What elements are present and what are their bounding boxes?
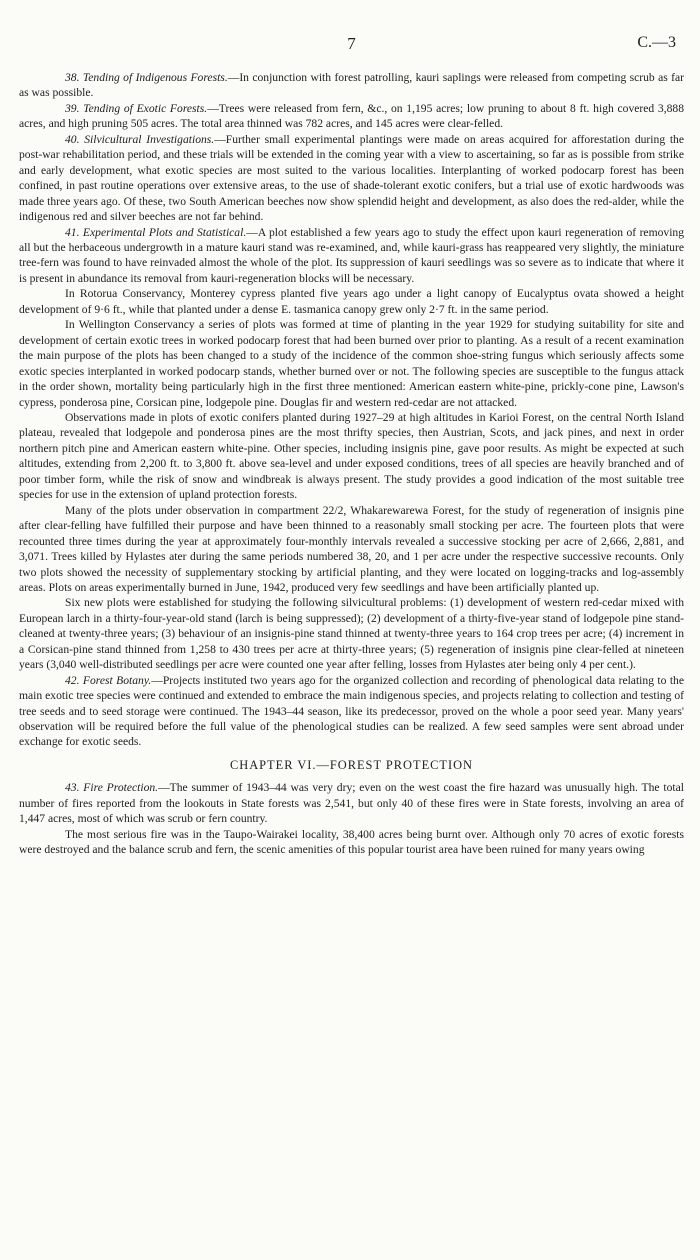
paragraph-text: In Wellington Conservancy a series of plots was formed at time of planting in the year 1929 for studying suitability for site and development of certain exotic trees in worked podocarp forest that had been burned over prior to planting. As a result of a recent examination the main purpose of the plots has been changed to a study of the incidence of the common shoe-string fungus which seriously affects some exotic species interplanted in worked podocarp stands, whether burned over or not. The following species are susceptible to the fungus attack in the order shown, mortality being particularly high in the first three mentioned: American eastern white-pine, prickly-cone pine, Lawson's cypress, ponderosa pine, Corsican pine, lodgepole pine. Douglas fir and western red-cedar are not attacked. — [19, 318, 684, 409]
paragraph-text: Six new plots were established for studying the following silvicultural problems: (1) development of western red-cedar mixed with European larch in a thirty-four-year-old stand (larch is being suppressed); (2) development of a thirty-five-year stand of lodgepole pine stand-cleaned at twenty-three years; (3) behaviour of an insignis-pine stand thinned at twenty-three years to 164 crop trees per acre; (4) increment in a Corsican-pine stand thinned from 1,258 to 430 trees per acre at thirty-three years; (5) regeneration of insignis pine clear-felled at nineteen years (3,040 well-distributed seedlings per acre were counted one year after felling, losses from Hylastes ater being only 4 per cent.). — [19, 596, 684, 672]
page-header — [19, 34, 684, 64]
paragraph-taupo — [19, 827, 684, 858]
paragraph-heading: 41. Experimental Plots and Statistical. — [65, 225, 247, 239]
paragraph-text: —In conjunction with forest patrolling, kauri saplings were released from competing scrub as far as was possible. — [19, 71, 684, 100]
chapter-heading: CHAPTER VI.—FOREST PROTECTION — [230, 757, 473, 772]
paragraph-heading: 40. Silvicultural Investigations. — [65, 132, 215, 146]
paragraph-43 — [19, 780, 684, 826]
paragraph-40 — [19, 132, 684, 225]
paragraph-text: —Projects instituted two years ago for the organized collection and recording of phenological data relating to the main exotic tree species were continued and extended to embrace the main indigenous species, and projects relating to collection and testing of tree seeds and to seed storage were continued. The 1943–44 season, like its predecessor, proved on the whole a poor seed year. Many years' observation will be required before the full value of the phenological studies can be realized. A few seed samples were sent abroad under exchange for exotic seeds. — [19, 673, 684, 749]
paragraph-rotorua — [19, 286, 684, 317]
paragraph-karioi — [19, 410, 684, 503]
page-number: 7 — [347, 34, 356, 53]
paragraph-text: —The summer of 1943–44 was very dry; even on the west coast the fire hazard was unusually high. The total number of fires reported from the lookouts in State forests was 2,541, but only 40 of these fires were in State forests, involving an area of 1,447 acres, most of which was scrub or fern country. — [19, 781, 684, 826]
paragraph-text: —Trees were released from fern, &c., on 1,195 acres; low pruning to about 8 ft. high covered 3,888 acres, and high pruning 505 acres. The total area thinned was 782 acres, and 145 acres were clear-felled. — [19, 101, 684, 131]
paragraph-text: Observations made in plots of exotic conifers planted during 1927–29 at high altitudes in Karioi Forest, on the central North Island plateau, revealed that lodgepole and ponderosa pines are the most thrifty species, then Austrian, Scots, and jack pines, and next in order northern pitch pine and American eastern white-pine. Other species, including insignis pine, gave poor results. As might be expected at such altitudes, extending from 2,200 ft. to 3,800 ft. above sea-level and under exposed conditions, trees of all species are heavily branched and of poor timber form, while the risk of snow and windbreak is always present. The study provides a good indication of the most suitable tree species for use in the extension of upland protection forests. — [19, 410, 684, 502]
paragraph-text: In Rotorua Conservancy, Monterey cypress planted five years ago under a light canopy of Eucalyptus ovata showed a height development of 9·6 ft., while that planted under a dense E. tasmanica canopy grew only 2·7 ft. in the same period. — [19, 287, 684, 316]
paragraph-heading: 43. Fire Protection. — [65, 781, 159, 795]
paragraph-39 — [19, 101, 684, 132]
paragraphs-before — [19, 70, 684, 750]
paragraph-text: The most serious fire was in the Taupo-Wairakei locality, 38,400 acres being burnt over. Although only 70 acres of exotic forests were destroyed and the balance scrub and fern, the scenic amenities of this popular tourist area have been ruined for many years owing — [19, 827, 684, 857]
paragraph-heading: 42. Forest Botany. — [65, 673, 152, 687]
body-text — [19, 70, 684, 858]
paragraph-heading: 39. Tending of Exotic Forests. — [65, 101, 208, 115]
paragraph-wellington — [19, 317, 684, 410]
paragraph-new-plots — [19, 595, 684, 672]
paragraph-text: —Further small experimental plantings were made on areas acquired for afforestation during the post-war rehabilitation period, and these trials will be extended in the coming year with a view to ascertaining, so far as is possible from strike and early development, what exotic species are most suited to the various localities. Interplanting of worked podocarp forest has been confined, in past routine operations over extensive areas, to the use of shade-tolerant exotic conifers, but a trial use of exotic hardwoods was made three years ago. Of these, two South American beeches now show splendid height and development, as also does the red-alder, while the indigenous red and silver beeches are not far behind. — [19, 132, 684, 224]
paragraph-41 — [19, 225, 684, 287]
paragraph-text: —A plot established a few years ago to study the effect upon kauri regeneration of removing all but the herbaceous undergrowth in a mature kauri stand was re-examined, and, while kauri-grass has reappeared very slightly, the miniature tree-fern was found to have reinvaded almost the whole of the plot. Its suppression of kauri seedlings was so severe as to indicate that where it is present in abundance its removal from kauri-regeneration blocks will be necessary. — [19, 225, 685, 285]
paragraph-text: Many of the plots under observation in compartment 22/2, Whakarewarewa Forest, for the study of regeneration of insignis pine after clear-felling have fulfilled their purpose and have been thinned to a reasonably small stocking per acre. The fourteen plots that were recounted three times during the year at approximately four-monthly intervals revealed a successive stocking per acre of 2,666, 2,881, and 3,071. Trees killed by Hylastes ater during the same periods numbered 38, 20, and 1 per acre under the respective successive recounts. Only two plots showed the necessity of supplementary stocking by artificial planting, and they were located on logging-tracks and log-assembly areas. Plots on areas experimentally burned in June, 1942, produced very few seedlings and have been artificially planted up. — [19, 503, 684, 594]
paragraphs-after — [19, 780, 684, 857]
paragraph-heading: 38. Tending of Indigenous Forests. — [65, 71, 228, 84]
paragraph-38 — [19, 70, 684, 101]
paragraph-42 — [19, 673, 684, 750]
section-code: C.—3 — [637, 34, 676, 51]
paragraph-whakarewarewa — [19, 503, 684, 596]
